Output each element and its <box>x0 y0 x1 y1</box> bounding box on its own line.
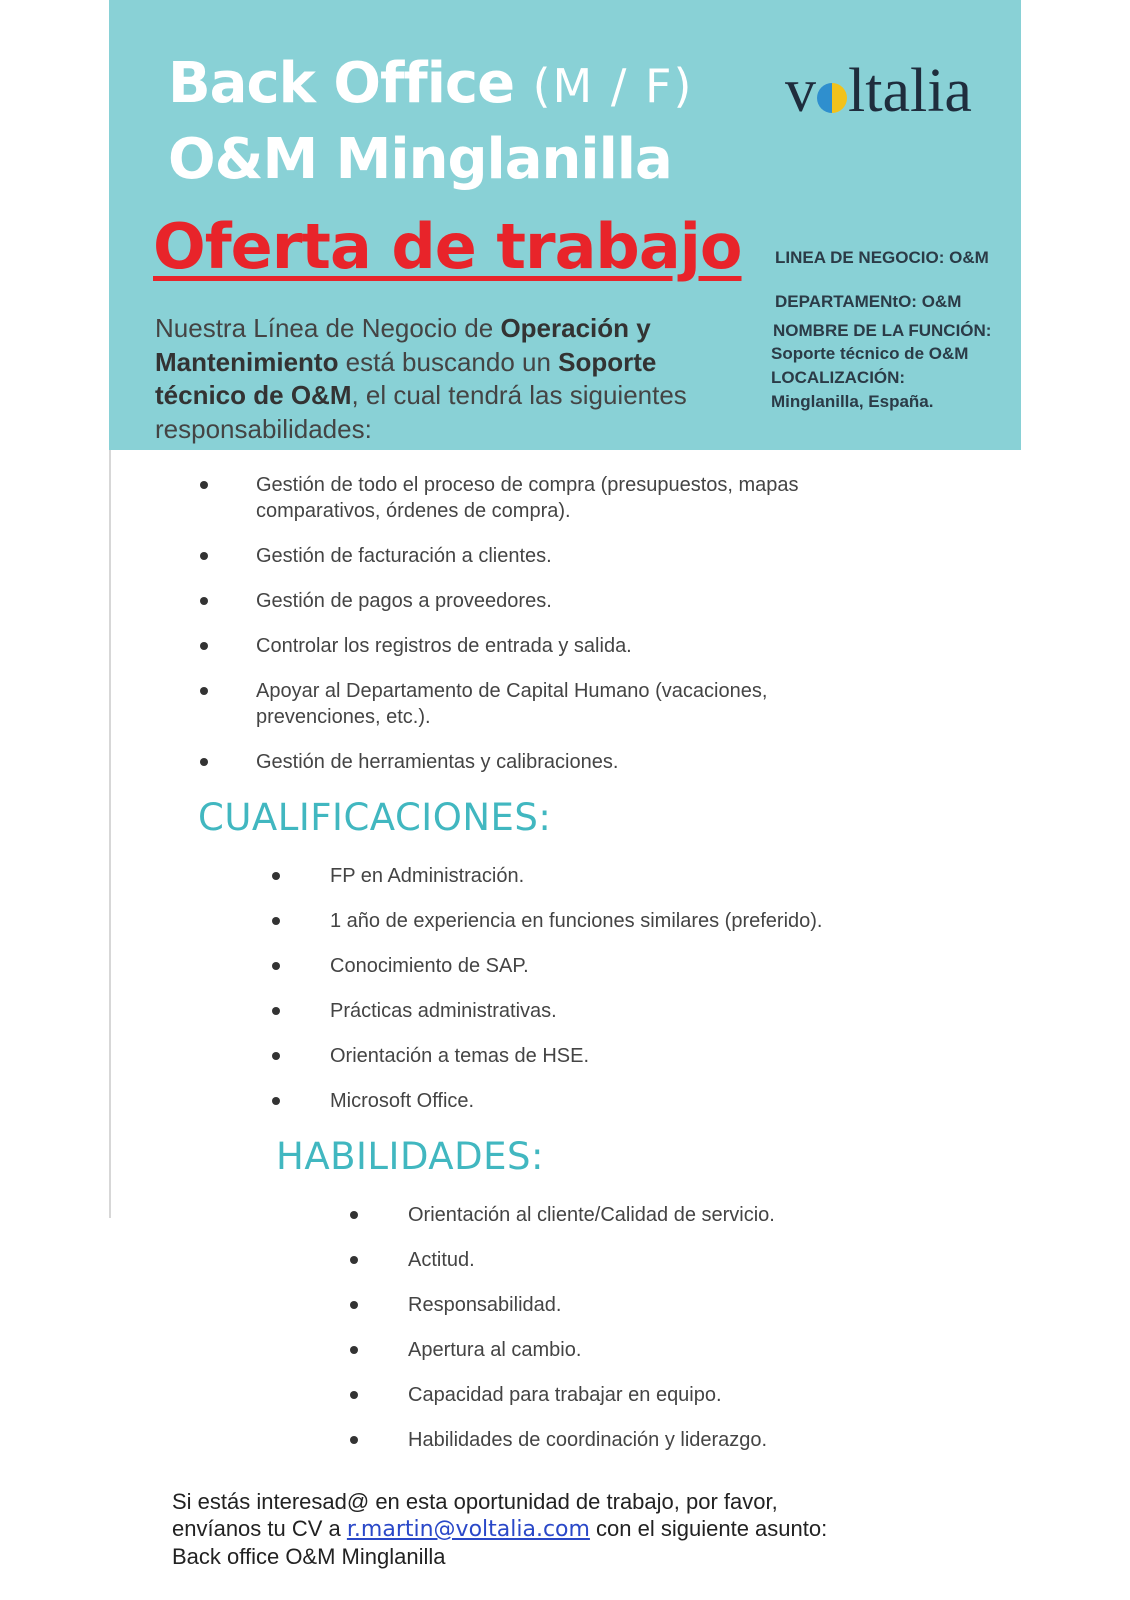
bullet-icon <box>200 481 208 489</box>
list-item-text: Orientación a temas de HSE. <box>330 1045 590 1067</box>
list-item-text: FP en Administración. <box>330 865 525 887</box>
list-item <box>272 953 892 979</box>
meta-function-value: Soporte técnico de O&M <box>771 344 969 363</box>
logo-text-rest: ltalia <box>848 57 972 125</box>
list-item <box>200 472 880 524</box>
job-title-line2: O&M Minglanilla <box>168 127 672 192</box>
left-margin-rule <box>109 450 111 1218</box>
meta-function-label: NOMBRE DE LA FUNCIÓN: <box>773 321 992 340</box>
list-item-text: Actitud. <box>408 1249 475 1271</box>
bullet-icon <box>350 1346 358 1354</box>
meta-location-value: Minglanilla, España. <box>771 392 934 411</box>
list-item-text: Capacidad para trabajar en equipo. <box>408 1384 722 1406</box>
voltalia-logo <box>785 56 972 126</box>
skills-list <box>350 1202 910 1472</box>
list-item <box>200 749 880 775</box>
list-item-text: Prácticas administrativas. <box>330 1000 557 1022</box>
intro-text-2: está buscando un <box>338 346 559 377</box>
closing-line3: Back office O&M Minglanilla <box>172 1544 446 1569</box>
intro-text-1: Nuestra Línea de Negocio de <box>155 313 501 343</box>
list-item-text: Gestión de facturación a clientes. <box>256 545 552 567</box>
closing-line2 <box>172 1515 972 1543</box>
list-item <box>350 1382 910 1408</box>
list-item-text: Apoyar al Departamento de Capital Humano (vacaciones, prevenciones, etc.). <box>256 680 768 728</box>
list-item <box>200 633 880 659</box>
logo-sun-icon <box>817 83 847 113</box>
bullet-icon <box>272 872 280 880</box>
list-item <box>272 1088 892 1114</box>
list-item-text: Apertura al cambio. <box>408 1339 582 1361</box>
bullet-icon <box>350 1391 358 1399</box>
skills-heading: HABILIDADES: <box>276 1135 544 1178</box>
bullet-icon <box>350 1436 358 1444</box>
meta-business-line: LINEA DE NEGOCIO: O&M <box>775 248 989 267</box>
list-item <box>200 588 880 614</box>
bullet-icon <box>272 1052 280 1060</box>
email-link[interactable]: r.martin@voltalia.com <box>346 1517 590 1542</box>
list-item <box>350 1427 910 1453</box>
list-item <box>272 863 892 889</box>
meta-department: DEPARTAMENtO: O&M <box>775 292 962 311</box>
qualifications-list <box>272 863 892 1133</box>
list-item <box>272 1043 892 1069</box>
list-item-text: Orientación al cliente/Calidad de servicio. <box>408 1204 775 1226</box>
bullet-icon <box>200 758 208 766</box>
bullet-icon <box>350 1301 358 1309</box>
list-item <box>272 908 892 934</box>
bullet-icon <box>350 1256 358 1264</box>
bullet-icon <box>200 687 208 695</box>
list-item-text: Conocimiento de SAP. <box>330 955 529 977</box>
bullet-icon <box>200 597 208 605</box>
gender-marker: (M / F) <box>532 59 694 113</box>
closing-line2-pre: envíanos tu CV a <box>172 1516 347 1541</box>
bullet-icon <box>272 917 280 925</box>
list-item <box>350 1337 910 1363</box>
list-item-text: Gestión de pagos a proveedores. <box>256 590 552 612</box>
list-item-text: Gestión de todo el proceso de compra (presupuestos, mapas comparativos, órdenes de compra). <box>256 474 799 522</box>
bullet-icon <box>200 642 208 650</box>
job-title-line1 <box>168 52 693 118</box>
closing-line2-post: con el siguiente asunto: <box>589 1516 828 1541</box>
responsibilities-list <box>200 472 880 794</box>
list-item-text: Habilidades de coordinación y liderazgo. <box>408 1429 768 1451</box>
list-item-text: 1 año de experiencia en funciones similares (preferido). <box>330 910 823 932</box>
offer-heading: Oferta de trabajo <box>153 210 742 283</box>
job-title-text: Back Office <box>168 51 515 116</box>
list-item <box>350 1202 910 1228</box>
list-item-text: Controlar los registros de entrada y salida. <box>256 635 632 657</box>
meta-location-label: LOCALIZACIÓN: <box>771 368 906 387</box>
intro-bold-2: Soporte técnico de O&M <box>155 346 657 410</box>
intro-text-3: , el cual tendrá las siguientes responsabilidades: <box>155 380 687 444</box>
bullet-icon <box>350 1211 358 1219</box>
bullet-icon <box>272 1007 280 1015</box>
intro-bold-1: Operación y Mantenimiento <box>155 313 651 377</box>
list-item <box>350 1292 910 1318</box>
list-item <box>272 998 892 1024</box>
list-item-text: Responsabilidad. <box>408 1294 562 1316</box>
intro-paragraph <box>155 312 715 446</box>
bullet-icon <box>200 552 208 560</box>
list-item <box>200 543 880 569</box>
closing-line1: Si estás interesad@ en esta oportunidad de trabajo, por favor, <box>172 1489 778 1514</box>
qualifications-heading: CUALIFICACIONES: <box>198 796 552 839</box>
list-item-text: Microsoft Office. <box>330 1090 475 1112</box>
logo-letter-v: v <box>785 57 816 125</box>
list-item-text: Gestión de herramientas y calibraciones. <box>256 751 619 773</box>
bullet-icon <box>272 1097 280 1105</box>
list-item <box>350 1247 910 1273</box>
bullet-icon <box>272 962 280 970</box>
list-item <box>200 678 880 730</box>
closing-paragraph <box>172 1488 972 1570</box>
